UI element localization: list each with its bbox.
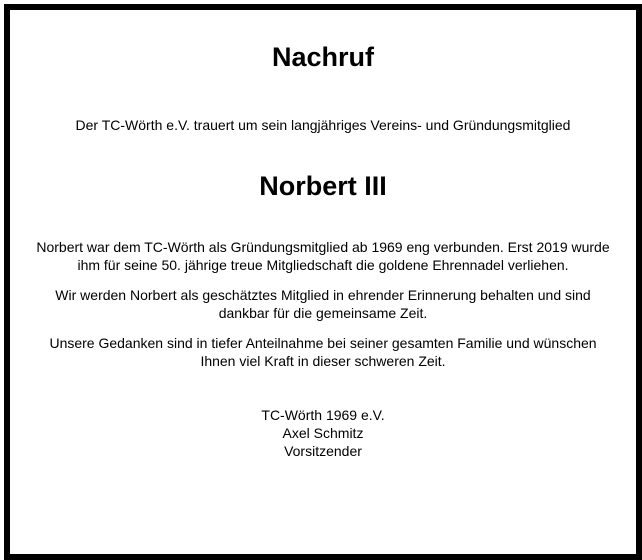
obituary-notice (10, 10, 636, 554)
paragraph-line: Norbert war dem TC-Wörth als Gründungsmitglied ab 1969 eng verbunden. Erst 2019 wurde (36, 239, 610, 255)
paragraph-line: ihm für seine 50. jährige treue Mitgliedschaft die goldene Ehrennadel verliehen. (77, 257, 569, 273)
signature-club: TC-Wörth 1969 e.V. (261, 407, 385, 423)
paragraph-line: Ihnen viel Kraft in dieser schweren Zeit. (200, 353, 446, 369)
signature-role: Vorsitzender (284, 443, 362, 459)
intro-line: Der TC-Wörth e.V. trauert um sein langjähriges Vereins- und Gründungsmitglied (75, 117, 571, 133)
signature-block (10, 406, 636, 460)
paragraph-remembrance (10, 286, 636, 322)
obituary-notice-frame (4, 4, 642, 560)
notice-heading: Nachruf (271, 42, 374, 72)
deceased-name: Norbert III (259, 171, 387, 201)
signature-person: Axel Schmitz (282, 425, 364, 441)
paragraph-condolences (10, 334, 636, 370)
paragraph-line: dankbar für die gemeinsame Zeit. (218, 305, 428, 321)
paragraph-line: Wir werden Norbert als geschätztes Mitglied in ehrender Erinnerung behalten und sind (55, 287, 591, 303)
paragraph-membership (10, 238, 636, 274)
paragraph-line: Unsere Gedanken sind in tiefer Anteilnahme bei seiner gesamten Familie und wünschen (49, 335, 597, 351)
